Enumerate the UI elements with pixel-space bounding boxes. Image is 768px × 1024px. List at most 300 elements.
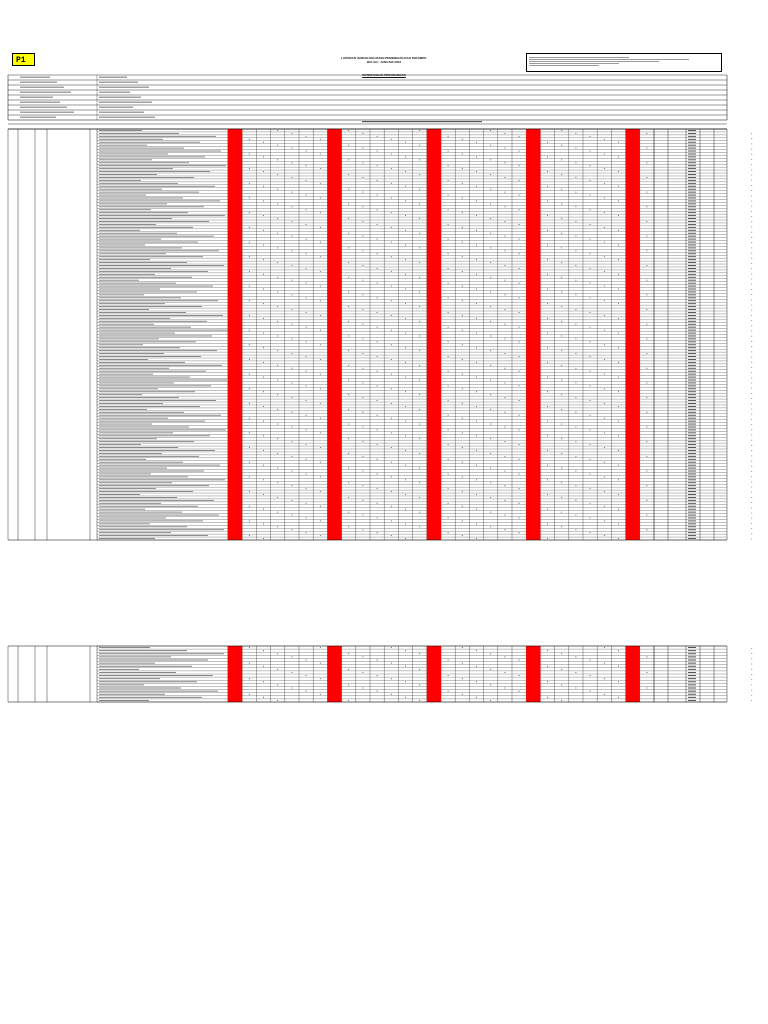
day-value-mark [576, 206, 577, 207]
activity-table-continued [8, 646, 727, 702]
day-value-mark [476, 450, 477, 451]
day-value-mark [505, 456, 506, 457]
day-value-mark [519, 503, 520, 504]
day-value-mark [462, 520, 463, 521]
day-value-mark [348, 482, 349, 483]
day-value-mark [519, 165, 520, 166]
margin-mark [751, 653, 752, 654]
day-value-mark [604, 432, 605, 433]
day-value-mark [263, 347, 264, 348]
day-value-mark [277, 482, 278, 483]
activity-text-stub [99, 306, 202, 307]
day-value-mark [547, 303, 548, 304]
summary-value-stub [688, 488, 696, 489]
day-value-mark [604, 388, 605, 389]
activity-text-stub [99, 453, 162, 454]
day-value-mark [419, 306, 420, 307]
day-value-mark [377, 532, 378, 533]
margin-mark [751, 440, 752, 441]
holiday-column [626, 129, 640, 540]
day-value-mark [604, 535, 605, 536]
day-value-mark [476, 650, 477, 651]
day-value-mark [618, 479, 619, 480]
info-label-stub [20, 77, 50, 78]
activity-text-stub [99, 259, 150, 260]
day-value-mark [462, 330, 463, 331]
summary-value-stub [688, 391, 696, 392]
margin-mark [751, 528, 752, 529]
day-value-mark [647, 441, 648, 442]
summary-value-stub [688, 432, 696, 433]
margin-mark [751, 487, 752, 488]
activity-text-stub [99, 400, 216, 401]
day-value-mark [391, 227, 392, 228]
day-value-mark [462, 212, 463, 213]
day-value-mark [292, 206, 293, 207]
day-value-mark [348, 394, 349, 395]
activity-text-stub [99, 186, 215, 187]
activity-text-stub [99, 338, 159, 339]
margin-mark [751, 331, 752, 332]
day-value-mark [561, 247, 562, 248]
day-value-mark [618, 406, 619, 407]
activity-text-stub [99, 394, 142, 395]
activity-text-stub [99, 684, 144, 685]
day-value-mark [448, 268, 449, 269]
info-value-stub [99, 112, 144, 113]
day-value-mark [590, 474, 591, 475]
day-value-mark [576, 294, 577, 295]
activity-text-stub [99, 678, 160, 679]
day-value-mark [348, 365, 349, 366]
day-value-mark [363, 236, 364, 237]
margin-mark [751, 263, 752, 264]
day-value-mark [306, 444, 307, 445]
day-value-mark [419, 700, 420, 701]
day-value-mark [505, 485, 506, 486]
activity-text-stub [99, 318, 170, 319]
day-value-mark [405, 333, 406, 334]
day-value-mark [448, 459, 449, 460]
day-value-mark [249, 663, 250, 664]
day-value-mark [306, 327, 307, 328]
activity-text-stub [99, 468, 167, 469]
day-value-mark [391, 359, 392, 360]
day-value-mark [547, 435, 548, 436]
activity-text-stub [99, 139, 163, 140]
day-value-mark [249, 271, 250, 272]
day-value-mark [505, 236, 506, 237]
day-value-mark [363, 427, 364, 428]
holiday-column [626, 646, 640, 702]
day-value-mark [505, 353, 506, 354]
summary-value-stub [688, 198, 696, 199]
summary-value-stub [688, 224, 696, 225]
day-value-mark [377, 209, 378, 210]
day-value-mark [476, 245, 477, 246]
margin-mark [751, 279, 752, 280]
activity-text-stub [99, 409, 147, 410]
day-value-mark [618, 523, 619, 524]
day-value-mark [448, 444, 449, 445]
day-value-mark [419, 394, 420, 395]
day-value-mark [377, 415, 378, 416]
day-value-mark [320, 286, 321, 287]
info-label-stub [20, 97, 53, 98]
day-value-mark [647, 382, 648, 383]
day-value-mark [405, 681, 406, 682]
day-value-mark [249, 154, 250, 155]
activity-text-stub [99, 532, 171, 533]
day-value-mark [547, 681, 548, 682]
day-value-mark [448, 532, 449, 533]
day-value-mark [419, 189, 420, 190]
activity-text-stub [99, 315, 223, 316]
margin-mark [751, 377, 752, 378]
day-value-mark [547, 406, 548, 407]
day-value-mark [618, 666, 619, 667]
day-value-mark [590, 675, 591, 676]
activity-text-stub [99, 353, 164, 354]
day-value-mark [448, 312, 449, 313]
report-period: BULAN : JANUARI 2023 [366, 60, 401, 64]
day-value-mark [576, 485, 577, 486]
summary-value-stub [688, 429, 696, 430]
day-value-mark [490, 306, 491, 307]
day-value-mark [576, 309, 577, 310]
margin-mark [751, 664, 752, 665]
day-value-mark [448, 385, 449, 386]
margin-mark [751, 684, 752, 685]
day-value-mark [391, 139, 392, 140]
summary-value-stub [688, 362, 696, 363]
day-value-mark [348, 262, 349, 263]
day-value-mark [547, 666, 548, 667]
day-value-mark [590, 371, 591, 372]
day-value-mark [576, 353, 577, 354]
summary-value-stub [688, 233, 696, 234]
day-value-mark [306, 691, 307, 692]
activity-text-stub [99, 309, 149, 310]
day-value-mark [320, 506, 321, 507]
day-value-mark [604, 403, 605, 404]
day-value-mark [249, 198, 250, 199]
day-value-mark [576, 529, 577, 530]
day-value-mark [647, 427, 648, 428]
day-value-mark [391, 242, 392, 243]
day-value-mark [348, 497, 349, 498]
day-value-mark [320, 403, 321, 404]
day-value-mark [249, 315, 250, 316]
day-value-mark [618, 362, 619, 363]
activity-text-stub [99, 494, 140, 495]
day-value-mark [505, 412, 506, 413]
day-value-mark [277, 218, 278, 219]
summary-value-stub [688, 400, 696, 401]
day-value-mark [405, 697, 406, 698]
day-value-mark [405, 435, 406, 436]
day-value-mark [249, 359, 250, 360]
summary-value-stub [688, 321, 696, 322]
holiday-column [228, 129, 242, 540]
day-value-mark [263, 421, 264, 422]
activity-text-stub [99, 256, 203, 257]
summary-value-stub [688, 212, 696, 213]
day-value-mark [618, 230, 619, 231]
day-value-mark [576, 221, 577, 222]
activity-text-stub [99, 523, 150, 524]
summary-value-stub [688, 265, 696, 266]
day-value-mark [277, 512, 278, 513]
day-value-mark [348, 321, 349, 322]
day-value-mark [576, 656, 577, 657]
day-value-mark [490, 512, 491, 513]
day-value-mark [618, 171, 619, 172]
day-value-mark [618, 494, 619, 495]
day-value-mark [306, 474, 307, 475]
day-value-mark [476, 215, 477, 216]
activity-text-stub [99, 283, 176, 284]
day-value-mark [604, 286, 605, 287]
day-value-mark [547, 186, 548, 187]
activity-text-stub [99, 406, 200, 407]
activity-text-stub [99, 165, 226, 166]
activity-text-stub [99, 324, 154, 325]
summary-value-stub [688, 456, 696, 457]
day-value-mark [576, 162, 577, 163]
day-value-mark [306, 356, 307, 357]
day-value-mark [277, 438, 278, 439]
margin-mark [751, 450, 752, 451]
day-value-mark [320, 154, 321, 155]
day-value-mark [292, 672, 293, 673]
margin-mark [751, 455, 752, 456]
margin-mark [751, 523, 752, 524]
day-value-mark [618, 347, 619, 348]
day-value-mark [292, 280, 293, 281]
day-value-mark [448, 488, 449, 489]
day-value-mark [249, 344, 250, 345]
day-value-mark [604, 418, 605, 419]
margin-mark [751, 658, 752, 659]
day-value-mark [476, 435, 477, 436]
day-value-mark [590, 341, 591, 342]
day-value-mark [405, 666, 406, 667]
day-value-mark [561, 512, 562, 513]
day-value-mark [448, 151, 449, 152]
day-value-mark [462, 168, 463, 169]
margin-mark [751, 143, 752, 144]
day-value-mark [377, 312, 378, 313]
summary-value-stub [688, 471, 696, 472]
activity-text-stub [99, 195, 146, 196]
day-value-mark [519, 253, 520, 254]
summary-value-stub [688, 312, 696, 313]
margin-mark [751, 325, 752, 326]
activity-text-stub [99, 653, 224, 654]
day-value-mark [320, 491, 321, 492]
day-value-mark [306, 371, 307, 372]
margin-mark [751, 149, 752, 150]
day-value-mark [263, 465, 264, 466]
summary-value-stub [688, 353, 696, 354]
summary-value-stub [688, 262, 696, 263]
margin-mark [751, 258, 752, 259]
summary-value-stub [688, 450, 696, 451]
info-label-stub [20, 112, 74, 113]
summary-value-stub [688, 230, 696, 231]
activity-text-stub [99, 485, 209, 486]
margin-mark [751, 310, 752, 311]
day-value-mark [519, 341, 520, 342]
day-value-mark [419, 409, 420, 410]
day-value-mark [306, 429, 307, 430]
activity-text-stub [99, 535, 208, 536]
activity-text-stub [99, 365, 222, 366]
day-value-mark [490, 145, 491, 146]
day-value-mark [547, 509, 548, 510]
day-value-mark [249, 139, 250, 140]
day-value-mark [320, 678, 321, 679]
day-value-mark [263, 538, 264, 539]
day-value-mark [249, 491, 250, 492]
day-value-mark [519, 675, 520, 676]
day-value-mark [405, 347, 406, 348]
day-value-mark [576, 515, 577, 516]
day-value-mark [249, 647, 250, 648]
day-value-mark [462, 271, 463, 272]
day-value-mark [490, 262, 491, 263]
day-value-mark [419, 277, 420, 278]
activity-text-stub [99, 206, 204, 207]
day-value-mark [320, 139, 321, 140]
day-value-mark [292, 500, 293, 501]
day-value-mark [647, 688, 648, 689]
summary-value-stub [688, 660, 696, 661]
activity-text-stub [99, 245, 145, 246]
day-value-mark [547, 245, 548, 246]
activity-text-stub [99, 344, 143, 345]
day-value-mark [519, 268, 520, 269]
day-value-mark [277, 159, 278, 160]
margin-mark [751, 159, 752, 160]
day-value-mark [590, 209, 591, 210]
activity-text-stub [99, 435, 210, 436]
day-value-mark [462, 447, 463, 448]
summary-value-stub [688, 168, 696, 169]
activity-text-stub [99, 691, 218, 692]
day-value-mark [547, 171, 548, 172]
day-value-mark [277, 174, 278, 175]
summary-value-stub [688, 148, 696, 149]
day-value-mark [547, 421, 548, 422]
day-value-mark [604, 374, 605, 375]
day-value-mark [618, 333, 619, 334]
day-value-mark [263, 362, 264, 363]
day-value-mark [647, 338, 648, 339]
day-value-mark [448, 400, 449, 401]
day-value-mark [505, 250, 506, 251]
day-value-mark [547, 347, 548, 348]
day-value-mark [490, 321, 491, 322]
activity-text-stub [99, 336, 212, 337]
day-value-mark [547, 142, 548, 143]
day-value-mark [391, 447, 392, 448]
info-value-stub [99, 77, 127, 78]
summary-value-stub [688, 133, 696, 134]
day-value-mark [320, 374, 321, 375]
margin-mark [751, 315, 752, 316]
day-value-mark [448, 691, 449, 692]
day-value-mark [249, 330, 250, 331]
day-value-mark [292, 529, 293, 530]
day-value-mark [363, 485, 364, 486]
day-value-mark [292, 221, 293, 222]
day-value-mark [476, 666, 477, 667]
summary-value-stub [688, 394, 696, 395]
day-value-mark [249, 388, 250, 389]
day-value-mark [292, 515, 293, 516]
day-value-mark [391, 256, 392, 257]
day-value-mark [547, 156, 548, 157]
summary-value-stub [688, 203, 696, 204]
day-value-mark [590, 488, 591, 489]
day-value-mark [377, 518, 378, 519]
day-value-mark [391, 212, 392, 213]
day-value-mark [419, 247, 420, 248]
day-value-mark [647, 236, 648, 237]
activity-text-stub [99, 168, 173, 169]
day-value-mark [604, 663, 605, 664]
day-value-mark [519, 415, 520, 416]
day-value-mark [292, 382, 293, 383]
summary-value-stub [688, 154, 696, 155]
summary-value-stub [688, 245, 696, 246]
activity-text-stub [99, 675, 213, 676]
activity-text-stub [99, 341, 196, 342]
day-value-mark [263, 303, 264, 304]
day-value-mark [476, 697, 477, 698]
day-value-mark [249, 520, 250, 521]
summary-value-stub [688, 675, 696, 676]
day-value-mark [405, 494, 406, 495]
day-value-mark [277, 145, 278, 146]
day-value-mark [405, 230, 406, 231]
day-value-mark [448, 660, 449, 661]
day-value-mark [448, 371, 449, 372]
day-value-mark [306, 209, 307, 210]
day-value-mark [590, 312, 591, 313]
summary-value-stub [688, 344, 696, 345]
day-value-mark [448, 180, 449, 181]
summary-value-stub [688, 409, 696, 410]
day-value-mark [292, 133, 293, 134]
activity-text-stub [99, 471, 204, 472]
activity-text-stub [99, 377, 190, 378]
activity-text-stub [99, 189, 162, 190]
summary-value-stub [688, 365, 696, 366]
summary-value-stub [688, 162, 696, 163]
activity-text-stub [99, 200, 220, 201]
day-value-mark [647, 672, 648, 673]
summary-value-stub [688, 672, 696, 673]
summary-value-stub [688, 653, 696, 654]
day-value-mark [419, 336, 420, 337]
activity-text-stub [99, 444, 141, 445]
day-value-mark [505, 427, 506, 428]
day-value-mark [292, 397, 293, 398]
activity-text-stub [99, 518, 166, 519]
